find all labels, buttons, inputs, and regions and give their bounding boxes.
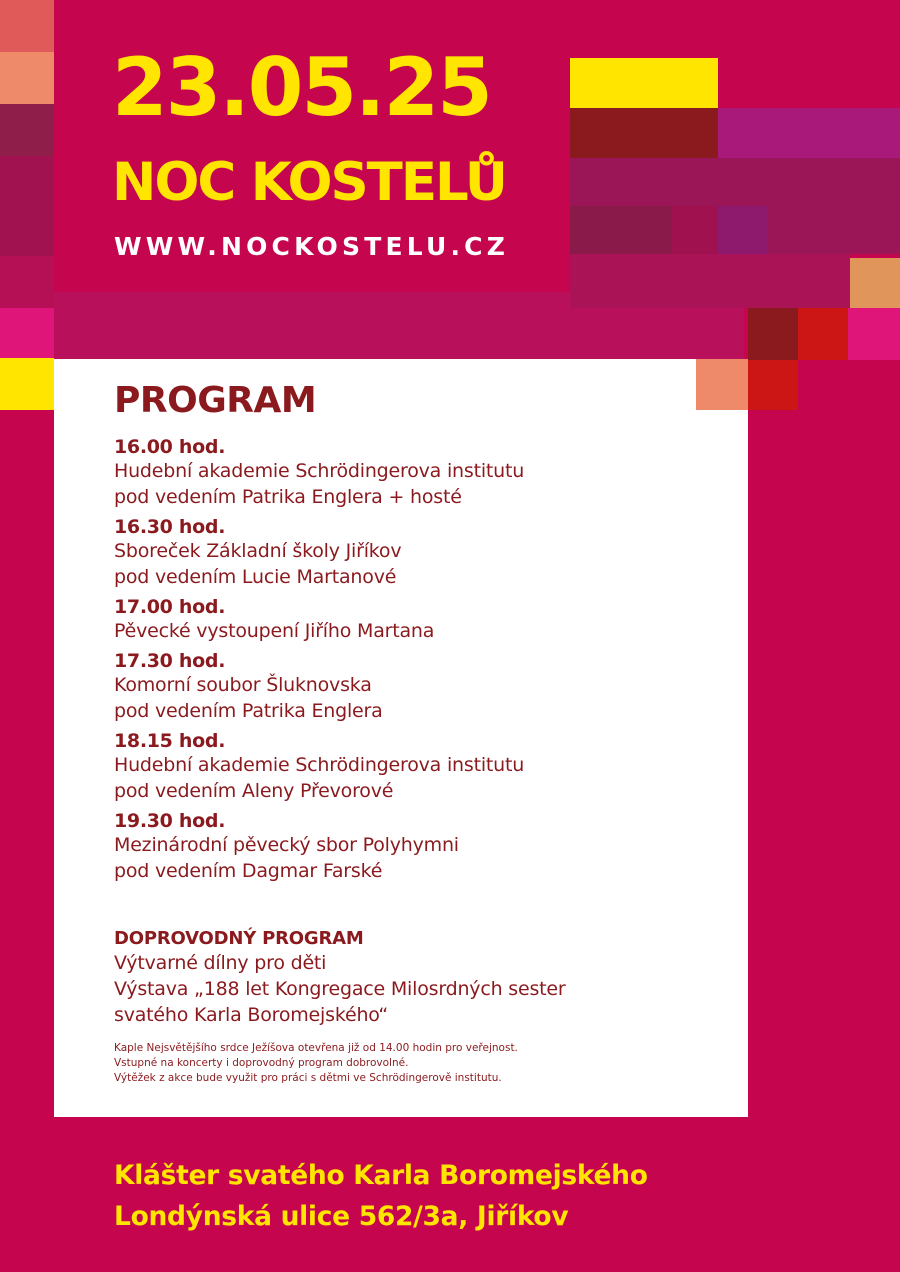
venue (114, 1155, 648, 1237)
deco-tile (718, 206, 768, 254)
website-link[interactable]: WWW.NOCKOSTELU.CZ (114, 232, 510, 261)
schedule-description: pod vedením Patrika Englera + hosté (114, 486, 462, 508)
deco-tile (570, 254, 850, 308)
deco-tile (0, 104, 54, 156)
deco-tile (748, 308, 798, 360)
deco-tile (0, 308, 54, 358)
schedule-item (114, 596, 734, 644)
deco-tile (798, 308, 848, 360)
program-heading: PROGRAM (114, 380, 317, 421)
venue-address: Londýnská ulice 562/3a, Jiříkov (114, 1201, 569, 1232)
footnote: Vstupné na koncerty i doprovodný program dobrovolné. (114, 1057, 409, 1069)
deco-tile (0, 0, 54, 52)
schedule-time: 16.00 hod. (114, 436, 226, 458)
schedule-description: pod vedením Aleny Převorové (114, 780, 394, 802)
deco-tile (570, 206, 672, 254)
support-program-title: DOPROVODNÝ PROGRAM (114, 928, 364, 949)
schedule-description: pod vedením Dagmar Farské (114, 860, 383, 882)
deco-tile (850, 258, 900, 308)
schedule-description: Hudební akademie Schrödingerova institutu (114, 460, 525, 482)
schedule-description: Mezinárodní pěvecký sbor Polyhymni (114, 834, 459, 856)
schedule-description: Sboreček Základní školy Jiříkov (114, 540, 402, 562)
schedule-time: 18.15 hod. (114, 730, 226, 752)
schedule-description: Komorní soubor Šluknovska (114, 674, 372, 696)
deco-tile (718, 108, 900, 158)
deco-tile (0, 256, 54, 308)
schedule-description: pod vedením Lucie Martanové (114, 566, 397, 588)
program-schedule (114, 436, 734, 890)
deco-tile (672, 206, 718, 254)
deco-tile (0, 156, 54, 256)
deco-tile (696, 359, 748, 410)
schedule-item (114, 730, 734, 804)
schedule-description: Hudební akademie Schrödingerova institutu (114, 754, 525, 776)
deco-tile (848, 308, 900, 360)
support-program-line: svatého Karla Boromejského“ (114, 1004, 388, 1026)
deco-tile (0, 52, 54, 104)
footnote: Kaple Nejsvětějšího srdce Ježíšova otevřena již od 14.00 hodin pro veřejnost. (114, 1042, 518, 1054)
deco-tile (570, 58, 718, 108)
event-title: NOC KOSTELŮ (112, 152, 506, 213)
deco-tile (570, 158, 900, 206)
schedule-item (114, 810, 734, 884)
schedule-time: 19.30 hod. (114, 810, 226, 832)
deco-tile (570, 108, 718, 158)
support-program-line: Výtvarné dílny pro děti (114, 952, 327, 974)
schedule-item (114, 516, 734, 590)
schedule-time: 17.00 hod. (114, 596, 226, 618)
event-date: 23.05.25 (112, 41, 491, 134)
schedule-item (114, 650, 734, 724)
support-program-line: Výstava „188 let Kongregace Milosrdných sester (114, 978, 566, 1000)
footnote: Výtěžek z akce bude využit pro práci s dětmi ve Schrödingerově institutu. (114, 1072, 502, 1084)
schedule-time: 17.30 hod. (114, 650, 226, 672)
schedule-time: 16.30 hod. (114, 516, 226, 538)
schedule-description: pod vedením Patrika Englera (114, 700, 383, 722)
deco-tile (768, 206, 900, 254)
schedule-item (114, 436, 734, 510)
support-program (114, 928, 734, 1028)
footnotes (114, 1041, 734, 1086)
deco-tile (0, 358, 54, 410)
deco-tile (748, 360, 798, 410)
schedule-description: Pěvecké vystoupení Jiřího Martana (114, 620, 435, 642)
venue-name: Klášter svatého Karla Boromejského (114, 1160, 648, 1191)
